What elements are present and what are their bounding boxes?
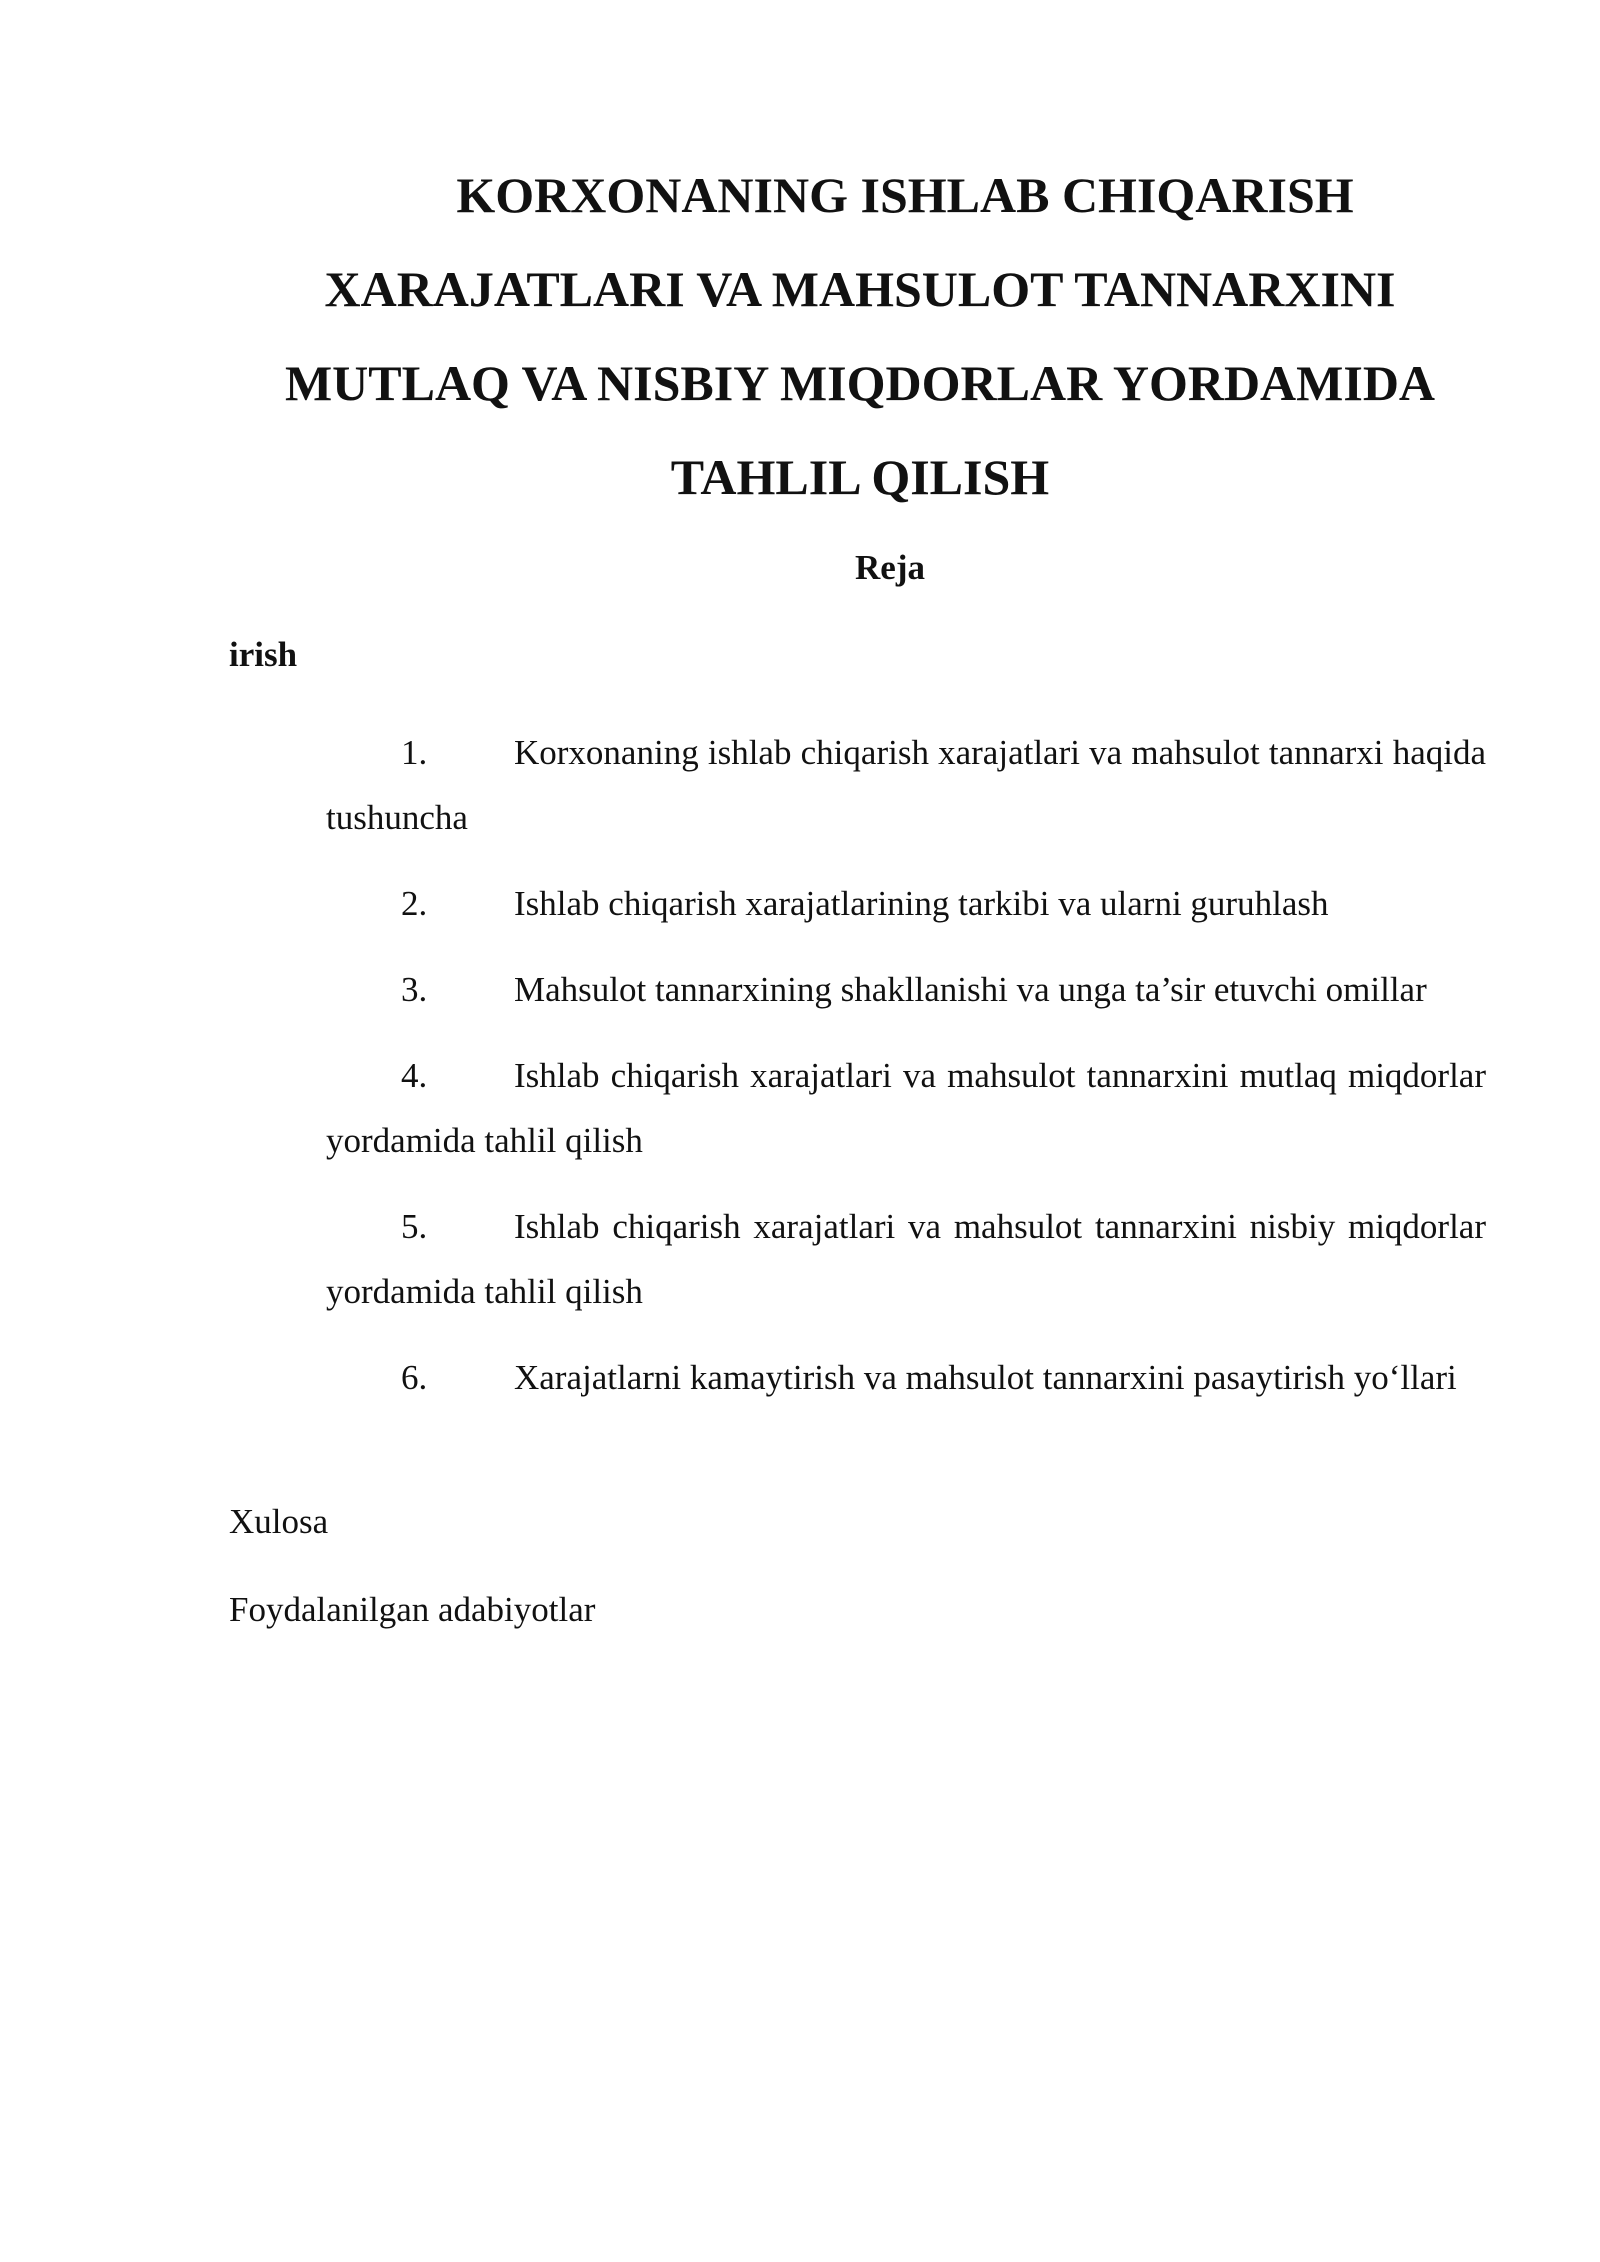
plan-item — [326, 1043, 1486, 1173]
plan-item-number: 2. — [401, 884, 428, 923]
title-line: MUTLAQ VA NISBIY MIQDORLAR YORDAMIDA — [284, 355, 1436, 411]
plan-item-text: Ishlab chiqarish xarajatlari va mahsulot tannarxini nisbiy miqdorlar yordamida tahlil qilish — [326, 1207, 1486, 1311]
plan-item-number: 6. — [401, 1358, 428, 1397]
plan-item-text: Ishlab chiqarish xarajatlarining tarkibi va ularni guruhlash — [514, 884, 1329, 923]
plan-item-text: Ishlab chiqarish xarajatlari va mahsulot tannarxini mutlaq miqdorlar yordamida tahlil qilish — [326, 1056, 1486, 1160]
plan-item-text: Xarajatlarni kamaytirish va mahsulot tannarxini pasaytirish yo‘llari — [514, 1358, 1457, 1397]
plan-item — [326, 1194, 1486, 1324]
plan-item — [326, 1345, 1486, 1410]
plan-heading: Reja — [855, 548, 925, 587]
conclusion-label: Xulosa — [229, 1502, 329, 1541]
references-label: Foydalanilgan adabiyotlar — [229, 1590, 596, 1629]
plan-list — [326, 720, 1486, 1431]
plan-item-number: 1. — [401, 733, 428, 772]
plan-item-number: 5. — [401, 1207, 428, 1246]
plan-item-number: 3. — [401, 970, 428, 1009]
title-line: TAHLIL QILISH — [670, 449, 1050, 505]
document-title — [200, 148, 1520, 524]
plan-item — [326, 720, 1486, 850]
plan-item — [326, 871, 1486, 936]
intro-label: irish — [229, 635, 298, 674]
plan-item-text: Korxonaning ishlab chiqarish xarajatlari va mahsulot tannarxi haqida tushuncha — [326, 733, 1486, 837]
title-line: KORXONANING ISHLAB CHIQARISH — [456, 167, 1354, 223]
title-line: XARAJATLARI VA MAHSULOT TANNARXINI — [324, 261, 1396, 317]
plan-item — [326, 957, 1486, 1022]
plan-item-text: Mahsulot tannarxining shakllanishi va unga ta’sir etuvchi omillar — [514, 970, 1427, 1009]
plan-item-number: 4. — [401, 1056, 428, 1095]
